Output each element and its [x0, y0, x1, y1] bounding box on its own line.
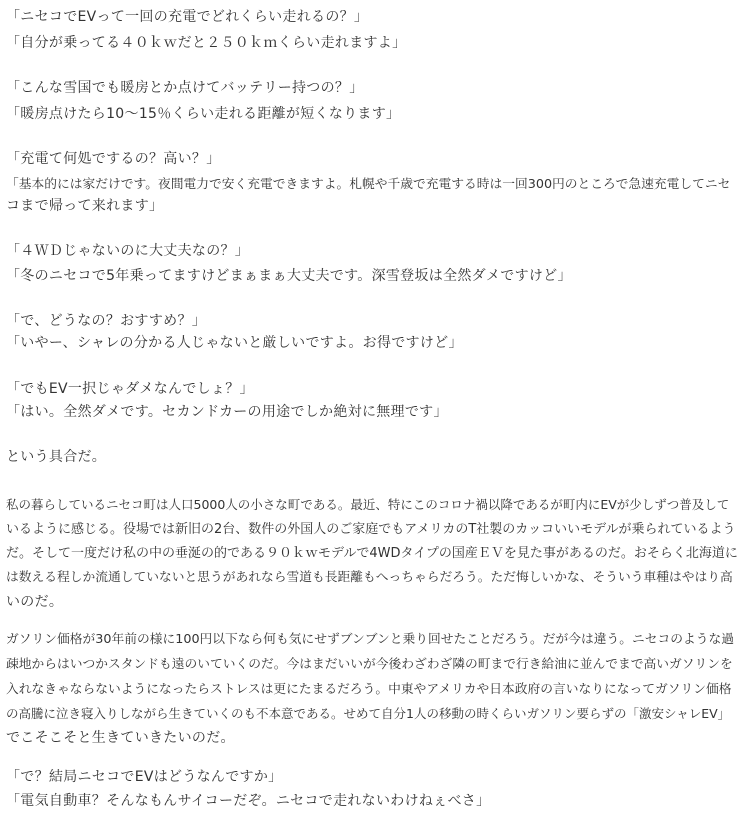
- dialogue-question: 「４ＷＤじゃないのに大丈夫なの？」: [6, 243, 250, 259]
- paragraph-line: でこそこそと生きていきたいのだ。: [6, 730, 235, 746]
- dialogue-question: 「こんな雪国でも暖房とか点けてバッテリー持つの？」: [6, 80, 364, 96]
- paragraph-line: 私の暮らしているニセコ町は人口5000人の小さな町である。最近、特にこのコロナ禍以降であるが町内にEVが少しずつ普及して: [6, 497, 730, 512]
- closing-question: 「で？結局ニセコでEVはどうなんですか」: [6, 769, 283, 785]
- paragraph-line: だ。そして一度だけ私の中の垂涎の的である９０ｋｗモデルで4WDタイプの国産ＥＶを見た事があるのだ。おそらく北海道に: [6, 546, 738, 561]
- paragraph-line: の高騰に泣き寝入りしながら生きていくのも不本意である。せめて自分1人の移動の時くらいガソリン要らずの「激安シャレEV」: [6, 706, 731, 721]
- paragraph-line: は数える程しか流通していないと思うがあれなら雪道も長距離もへっちゃらだろう。ただ悔しいかな、そういう車種はやはり高: [6, 570, 733, 585]
- paragraph-line: 疎地からはいつかスタンドも遠のいていくのだ。今はまだいいが今後わざわざ隣の町まで行き給油に並んでまで高いガソリンを: [6, 657, 733, 672]
- dialogue-answer: 「冬のニセコで5年乗ってますけどまぁまぁ大丈夫です。深雪登坂は全然ダメですけど」: [6, 268, 572, 284]
- dialogue-answer: 「いやー、シャレの分かる人じゃないと厳しいですよ。お得ですけど」: [6, 335, 463, 351]
- dialogue-answer-continued: コまで帰って来れます」: [6, 198, 164, 214]
- dialogue-answer: 「基本的には家だけです。夜間電力で安く充電できますよ。札幌や千歳で充電する時は一回300円のところで急速充電してニセ: [6, 177, 731, 192]
- paragraph-line: いるように感じる。役場では新旧の2台、数件の外国人のご家庭でもアメリカのT社製のカッコいいモデルが乗られているよう: [6, 522, 736, 537]
- paragraph-line: ガソリン価格が30年前の様に100円以下なら何も気にせずブンブンと乗り回せたことだろう。だが今は違う。ニセコのような過: [6, 632, 735, 647]
- closing-answer: 「電気自動車？そんなもんサイコーだぞ。ニセコで走れないわけねぇべさ」: [6, 793, 491, 809]
- summary-text: という具合だ。: [6, 449, 107, 465]
- dialogue-answer: 「暖房点けたら10〜15％くらい走れる距離が短くなります」: [6, 106, 401, 122]
- dialogue-question: 「でもEV一択じゃダメなんでしょ？」: [6, 381, 254, 397]
- dialogue-question: 「ニセコでEVって一回の充電でどれくらい走れるの？」: [6, 9, 369, 25]
- paragraph-line: いのだ。: [6, 594, 64, 610]
- dialogue-question: 「で、どうなの？おすすめ？」: [6, 313, 207, 329]
- dialogue-answer: 「はい。全然ダメです。セカンドカーの用途でしか絶対に無理です」: [6, 404, 448, 420]
- paragraph-line: 入れなきゃならないようになったらストレスは更にたまるだろう。中東やアメリカや日本政府の言いなりになってガソリン価格: [6, 682, 732, 697]
- dialogue-answer: 「自分が乗ってる４０ｋｗだと２５０ｋｍくらい走れますよ」: [6, 35, 407, 51]
- dialogue-question: 「充電て何処でするの？高い？」: [6, 151, 221, 167]
